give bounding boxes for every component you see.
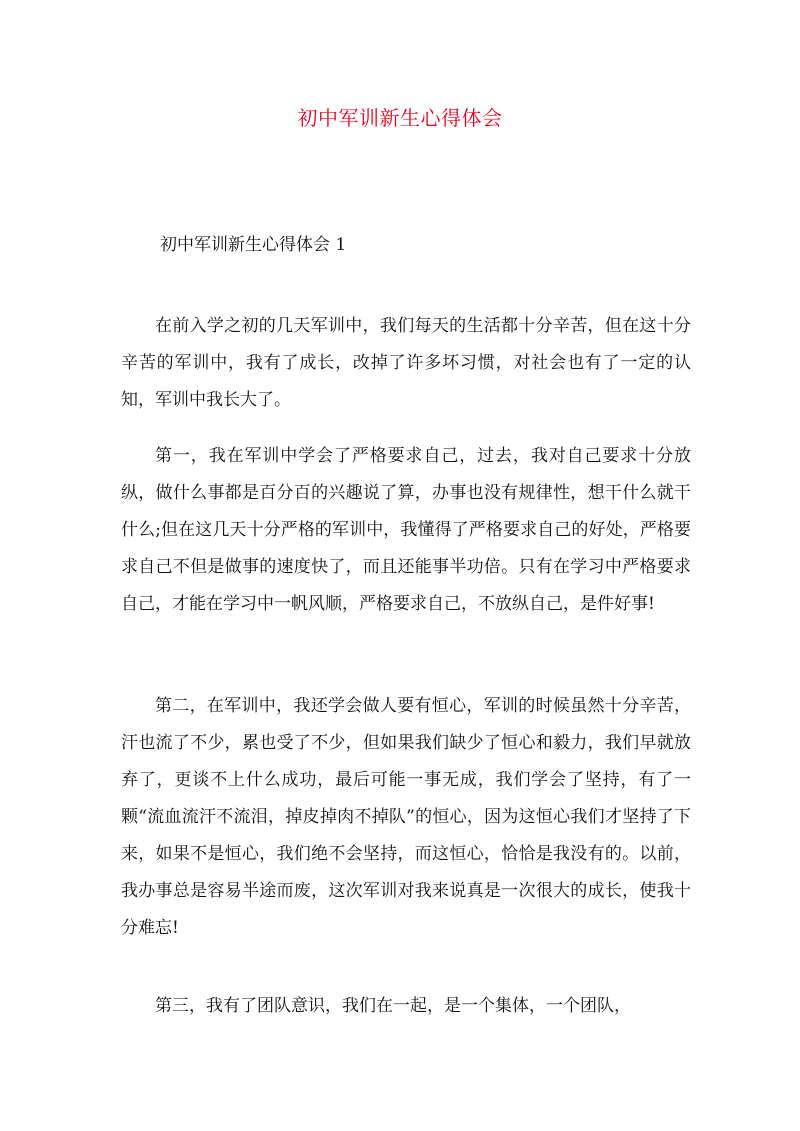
paragraph-text: 第一，我在军训中学会了严格要求自己，过去，我对自己要求十分放纵，做什么事都是百分百的兴趣说了算，办事也没有规律性，想干什么就干什么;但在这几天十分严格的军训中，我懂得了严格要求自己的好处，严格要求自己不但是做事的速度快了，而且还能事半功倍。只有在学习中严格要求自己，才能在学习中一帆风顺，严格要求自己，不放纵自己，是件好事! <box>121 446 691 614</box>
document-title: 初中军训新生心得体会 <box>297 106 503 130</box>
paragraph-1 <box>121 308 691 419</box>
paragraph-4 <box>121 988 691 1025</box>
paragraph-text: 在前入学之初的几天军训中，我们每天的生活都十分辛苦，但在这十分辛苦的军训中，我有了成长，改掉了许多坏习惯，对社会也有了一定的认知，军训中我长大了。 <box>121 316 691 410</box>
section-heading: 初中军训新生心得体会 1 <box>160 235 347 255</box>
paragraph-2 <box>121 438 691 623</box>
paragraph-text: 第三，我有了团队意识，我们在一起，是一个集体，一个团队， <box>155 996 631 1016</box>
paragraph-text: 第二，在军训中，我还学会做人要有恒心，军训的时候虽然十分辛苦，汗也流了不少，累也受了不少，但如果我们缺少了恒心和毅力，我们早就放弃了，更谈不上什么成功，最后可能一事无成，我们学会了坚持，有了一颗“流血流汗不流泪，掉皮掉肉不掉队”的恒心，因为这恒心我们才坚持了下来，如果不是恒心，我们绝不会坚持，而这恒心，恰恰是我没有的。以前，我办事总是容易半途而废，这次军训对我来说真是一次很大的成长，使我十分难忘! <box>121 696 691 938</box>
paragraph-3 <box>121 688 691 947</box>
